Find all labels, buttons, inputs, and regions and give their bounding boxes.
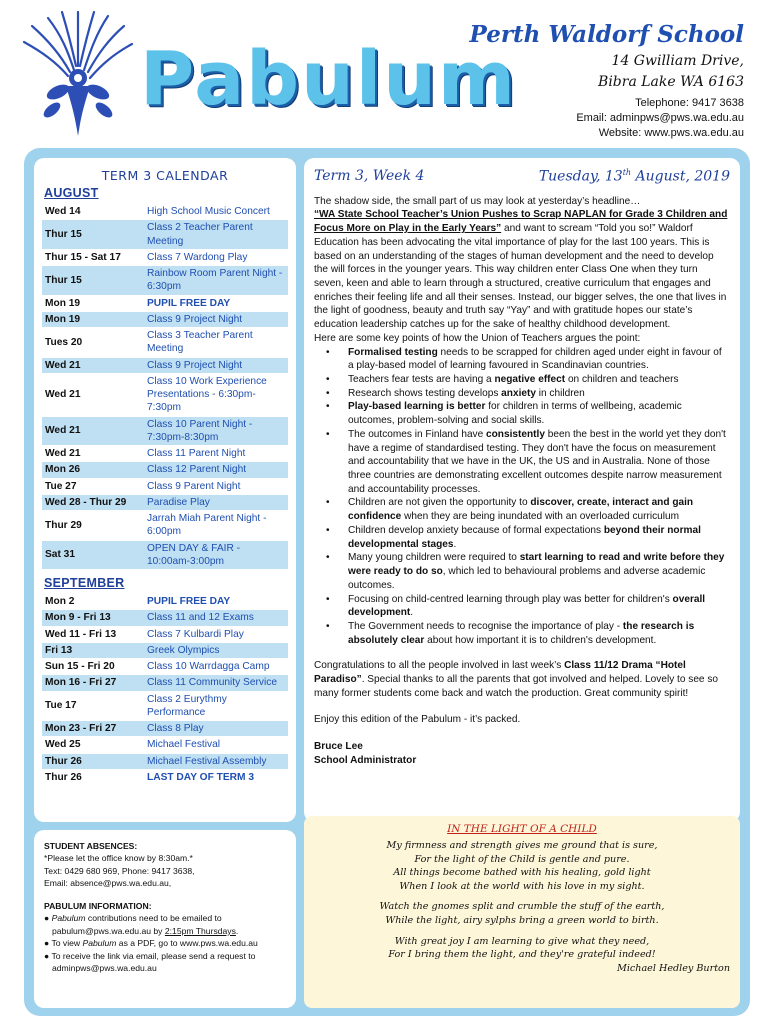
article-body: [314, 195, 730, 768]
calendar-row: [42, 626, 288, 642]
calendar-date: Tues 20: [42, 328, 144, 358]
calendar-date: Mon 16 - Fri 27: [42, 675, 144, 691]
calendar-row: [42, 753, 288, 769]
pabulum-info-heading: PABULUM INFORMATION:: [44, 900, 152, 911]
calendar-date: Wed 28 - Thur 29: [42, 494, 144, 510]
calendar-row: [42, 416, 288, 446]
calendar-event: Class 9 Project Night: [144, 311, 288, 327]
calendar-event: Class 7 Wardong Play: [144, 249, 288, 265]
list-item: • Focusing on child-centred learning through play was better for children's overall development.: [314, 593, 730, 620]
calendar-row: [42, 642, 288, 658]
school-contact: [470, 96, 744, 141]
website-link[interactable]: Website: www.pws.wa.edu.au: [598, 126, 744, 139]
calendar-event: Class 3 Teacher Parent Meeting: [144, 328, 288, 358]
calendar-event: OPEN DAY & FAIR - 10:00am-3:00pm: [144, 540, 288, 570]
absences-line-2: Text: 0429 680 969, Phone: 9417 3638,: [44, 865, 195, 876]
calendar-date: Wed 25: [42, 737, 144, 753]
calendar-title: TERM 3 CALENDAR: [101, 168, 229, 183]
list-item: • The Government needs to recognise the importance of play - the research is absolutely clear about how important it is to children's development.: [314, 620, 730, 647]
points-intro: Here are some key points of how the Union of Teachers argues the point:: [314, 332, 641, 344]
calendar-event: Paradise Play: [144, 494, 288, 510]
calendar-date: Mon 19: [42, 295, 144, 311]
calendar-date: Thur 26: [42, 769, 144, 785]
calendar-date: Fri 13: [42, 642, 144, 658]
telephone: Telephone: 9417 3638: [635, 96, 744, 109]
calendar-event: PUPIL FREE DAY: [144, 295, 288, 311]
info-item: ● Pabulum contributions need to be emailed to pabulum@pws.wa.edu.au by 2:15pm Thursdays.: [44, 913, 239, 936]
calendar-row: [42, 721, 288, 737]
calendar-row: [42, 737, 288, 753]
calendar-date: Mon 26: [42, 462, 144, 478]
calendar-event: Class 11 Parent Night: [144, 446, 288, 462]
poem-author: Michael Hedley Burton: [617, 962, 730, 974]
calendar-table-september: [42, 594, 288, 786]
calendar-event: Class 12 Parent Night: [144, 462, 288, 478]
info-item: ● To receive the link via email, please send a request to adminpws@pws.wa.edu.au: [44, 950, 256, 974]
list-item: • Research shows testing develops anxiety in children: [314, 387, 730, 401]
poem-stanza-3: With great joy I am learning to give what they need, For I bring them the light, and they're grateful indeed!: [388, 935, 656, 961]
calendar-event: Rainbow Room Parent Night - 6:30pm: [144, 266, 288, 296]
calendar-date: Wed 21: [42, 416, 144, 446]
calendar-event: Class 2 Eurythmy Performance: [144, 691, 288, 721]
calendar-date: Thur 15: [42, 266, 144, 296]
school-address: [470, 51, 744, 92]
calendar-event: Class 7 Kulbardi Play: [144, 626, 288, 642]
pabulum-info-list: [44, 912, 286, 974]
poem-stanza-2: Watch the gnomes split and crumble the stuff of the earth, While the light, airy sylphs bring a green world to birth.: [379, 901, 665, 926]
calendar-row: [42, 266, 288, 296]
calendar-date: Mon 19: [42, 311, 144, 327]
calendar-event: Class 10 Work Experience Presentations - 6:30pm-7:30pm: [144, 373, 288, 416]
calendar-event: Class 10 Warrdagga Camp: [144, 659, 288, 675]
enjoy-line: Enjoy this edition of the Pabulum - it’s packed.: [314, 713, 521, 725]
poem-stanza-1: My firmness and strength gives me ground that is sure, For the light of the Child is gentle and pure. All things become bathed with his healing, gold light When I look at the world with his love in my sight.: [386, 839, 658, 892]
term-calendar: [34, 158, 296, 822]
month-heading-september: SEPTEMBER: [44, 576, 125, 590]
calendar-row: [42, 204, 288, 220]
calendar-date: Tue 27: [42, 478, 144, 494]
calendar-row: [42, 769, 288, 785]
calendar-date: Wed 14: [42, 204, 144, 220]
headline: “WA State School Teacher’s Union Pushes to Scrap NAPLAN for Grade 3 Children and Focus More on Play in the Early Years”: [314, 209, 728, 235]
calendar-event: Jarrah Miah Parent Night - 6:00pm: [144, 511, 288, 541]
absences-line-3: Email: absence@pws.wa.edu.au,: [44, 878, 172, 889]
school-name: Perth Waldorf School: [469, 21, 744, 48]
calendar-row: [42, 220, 288, 250]
calendar-event: Michael Festival Assembly: [144, 753, 288, 769]
calendar-row: [42, 675, 288, 691]
calendar-event: Class 2 Teacher Parent Meeting: [144, 220, 288, 250]
calendar-event: Class 8 Play: [144, 721, 288, 737]
list-item: • Play-based learning is better for children in terms of wellbeing, academic outcomes, problem-solving and social skills.: [314, 400, 730, 427]
school-logo-icon: [18, 8, 138, 138]
list-item: • Many young children were required to start learning to read and write before they were ready to do so, which led to behavioural problems and adverse academic outcomes.: [314, 551, 730, 592]
calendar-date: Mon 9 - Fri 13: [42, 610, 144, 626]
calendar-date: Thur 26: [42, 753, 144, 769]
calendar-date: Sun 15 - Fri 20: [42, 659, 144, 675]
calendar-row: [42, 311, 288, 327]
absences-heading: STUDENT ABSENCES:: [44, 841, 138, 851]
calendar-event: Class 9 Project Night: [144, 357, 288, 373]
calendar-event: Class 9 Parent Night: [144, 478, 288, 494]
calendar-row: [42, 610, 288, 626]
calendar-date: Thur 15: [42, 220, 144, 250]
calendar-event: Greek Olympics: [144, 642, 288, 658]
student-absences-panel: [34, 830, 296, 1008]
masthead-title: Pabulum: [140, 36, 517, 122]
list-item: • Formalised testing needs to be scrapped for children aged under eight in favour of a play-based model of learning favoured in Scandinavian countries.: [314, 346, 730, 373]
calendar-row: [42, 295, 288, 311]
list-item: • Children develop anxiety because of formal expectations beyond their normal developmental stages.: [314, 524, 730, 551]
key-points-list: [314, 346, 730, 648]
calendar-date: Thur 15 - Sat 17: [42, 249, 144, 265]
calendar-event: Class 11 and 12 Exams: [144, 610, 288, 626]
calendar-date: Wed 21: [42, 373, 144, 416]
calendar-date: Mon 23 - Fri 27: [42, 721, 144, 737]
signature-block: [314, 740, 730, 767]
calendar-row: [42, 540, 288, 570]
calendar-event: LAST DAY OF TERM 3: [144, 769, 288, 785]
calendar-row: [42, 691, 288, 721]
calendar-event: Class 11 Community Service: [144, 675, 288, 691]
address-line-2: Bibra Lake WA 6163: [598, 73, 744, 90]
calendar-date: Wed 21: [42, 446, 144, 462]
list-item: • Teachers fear tests are having a negative effect on children and teachers: [314, 373, 730, 387]
absences-line-1: *Please let the office know by 8:30am.*: [44, 853, 193, 864]
calendar-date: Tue 17: [42, 691, 144, 721]
signer-title: School Administrator: [314, 754, 417, 766]
calendar-row: [42, 373, 288, 416]
calendar-date: Wed 21: [42, 357, 144, 373]
calendar-date: Thur 29: [42, 511, 144, 541]
email-link[interactable]: Email: adminpws@pws.wa.edu.au: [576, 111, 744, 124]
calendar-row: [42, 462, 288, 478]
calendar-row: [42, 659, 288, 675]
signer-name: Bruce Lee: [314, 741, 363, 753]
calendar-table-august: [42, 204, 288, 570]
article-intro: The shadow side, the small part of us may look at yesterday’s headline… “WA State School Teacher’s Union Pushes to Scrap NAPLAN for Grade 3 Children and Focus More on Play in the Early Years” and want to scream “Told you so!” Waldorf Education has been advocating the vital importance of play for the last 100 years. This is based on an understanding of the stages of human development and the need to develop the will forces in the younger years. This way children enter Class One when they turn seven, keen and able to learn through a structured, creative curriculum that engages and enriches their feeling life and all their senses. Instead, our bigger selves, the one that lives in the light of goodness, beauty and truth say “Yay” and with gratitude hopes our state’s education leadership catches up for the sake of healthy childhood development.: [314, 195, 728, 331]
calendar-event: Michael Festival: [144, 737, 288, 753]
calendar-row: [42, 511, 288, 541]
main-article-panel: [304, 158, 740, 822]
issue-date: Tuesday, 13th August, 2019: [538, 168, 730, 185]
calendar-event: PUPIL FREE DAY: [144, 594, 288, 610]
calendar-date: Sat 31: [42, 540, 144, 570]
school-info: [470, 22, 744, 140]
calendar-row: [42, 494, 288, 510]
month-heading-august: AUGUST: [44, 186, 99, 200]
calendar-row: [42, 328, 288, 358]
calendar-event: High School Music Concert: [144, 204, 288, 220]
poem-title: IN THE LIGHT OF A CHILD: [447, 823, 597, 835]
calendar-row: [42, 478, 288, 494]
congratulations-paragraph: Congratulations to all the people involved in last week’s Class 11/12 Drama “Hotel Paradiso”. Special thanks to all the parents that got involved and helped. Lovely to see so many former students come back and watch the production. Great community spirit!: [314, 660, 719, 699]
calendar-row: [42, 446, 288, 462]
calendar-date: Mon 2: [42, 594, 144, 610]
info-item: ● To view Pabulum as a PDF, go to www.pws.wa.edu.au: [44, 938, 258, 949]
calendar-event: Class 10 Parent Night - 7:30pm-8:30pm: [144, 416, 288, 446]
calendar-row: [42, 249, 288, 265]
term-week-label: Term 3, Week 4: [314, 168, 425, 184]
list-item: • Children are not given the opportunity to discover, create, interact and gain confidence when they are being inundated with an overloaded curriculum: [314, 496, 730, 523]
article-header: [314, 168, 730, 185]
poem-panel: [304, 816, 740, 1008]
list-item: • The outcomes in Finland have consistently been the best in the world yet they don't have a regime of standardised testing. They don't have the focus on measurement and accountability that we have in the UK, the US and in Australia. None of those three countries are demonstrating excellent outcomes despite narrow measurement and accountability processes.: [314, 428, 730, 497]
calendar-row: [42, 594, 288, 610]
address-line-1: 14 Gwilliam Drive,: [611, 53, 744, 70]
calendar-date: Wed 11 - Fri 13: [42, 626, 144, 642]
calendar-row: [42, 357, 288, 373]
